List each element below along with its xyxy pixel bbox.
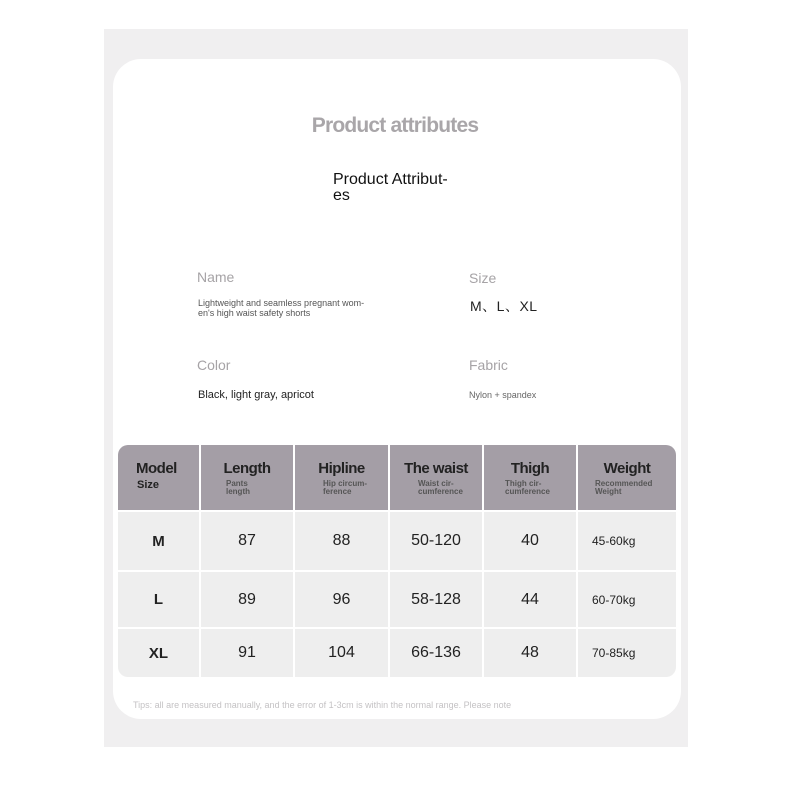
cell-model: L xyxy=(118,571,200,628)
cell-waist: 58-128 xyxy=(389,571,483,628)
header-main: Model xyxy=(136,460,177,477)
tips-note: Tips: all are measured manually, and the error of 1-3cm is within the normal range. Please note xyxy=(133,700,512,710)
cell-hipline: 88 xyxy=(294,511,389,571)
table-header-row xyxy=(118,445,676,511)
color-value: Black, light gray, apricot xyxy=(198,389,314,401)
size-chart-table xyxy=(118,445,676,677)
size-value: M、L、XL xyxy=(470,298,538,314)
cell-hipline: 96 xyxy=(294,571,389,628)
header-weight xyxy=(577,445,676,511)
header-main: Length xyxy=(223,460,271,477)
cell-waist: 50-120 xyxy=(389,511,483,571)
header-main: The waist xyxy=(404,460,468,477)
table-row xyxy=(118,628,676,677)
header-main: Weight xyxy=(603,460,651,477)
fabric-value: Nylon + spandex xyxy=(469,390,537,400)
header-sub: Thigh cir-cumference xyxy=(505,479,550,496)
section-subtitle: Product Attribut-es xyxy=(333,171,448,204)
cell-weight: 45-60kg xyxy=(577,511,676,571)
header-length xyxy=(200,445,294,511)
size-label: Size xyxy=(469,270,497,286)
cell-hipline: 104 xyxy=(294,628,389,677)
header-sub: Size xyxy=(137,479,160,491)
cell-length: 91 xyxy=(200,628,294,677)
cell-thigh: 44 xyxy=(483,571,577,628)
header-main: Thigh xyxy=(510,460,550,477)
header-sub: Pants length xyxy=(226,479,250,496)
cell-weight: 70-85kg xyxy=(577,628,676,677)
table-row xyxy=(118,511,676,571)
header-waist xyxy=(389,445,483,511)
header-sub: Hip circum-ference xyxy=(323,479,368,496)
header-hipline xyxy=(294,445,389,511)
cell-thigh: 48 xyxy=(483,628,577,677)
cell-model: M xyxy=(118,511,200,571)
page-title: Product attributes xyxy=(311,114,479,137)
cell-length: 89 xyxy=(200,571,294,628)
cell-model: XL xyxy=(118,628,200,677)
fabric-label: Fabric xyxy=(469,357,508,373)
name-label: Name xyxy=(197,269,235,285)
header-model xyxy=(118,445,200,511)
cell-length: 87 xyxy=(200,511,294,571)
name-value: Lightweight and seamless pregnant wom-en's high waist safety shorts xyxy=(198,298,365,318)
cell-thigh: 40 xyxy=(483,511,577,571)
header-sub: Recommended Weight xyxy=(595,479,653,496)
table-row xyxy=(118,571,676,628)
cell-weight: 60-70kg xyxy=(577,571,676,628)
cell-waist: 66-136 xyxy=(389,628,483,677)
header-thigh xyxy=(483,445,577,511)
header-main: Hipline xyxy=(318,460,365,477)
color-label: Color xyxy=(197,357,231,373)
header-sub: Waist cir-cumference xyxy=(418,479,463,496)
